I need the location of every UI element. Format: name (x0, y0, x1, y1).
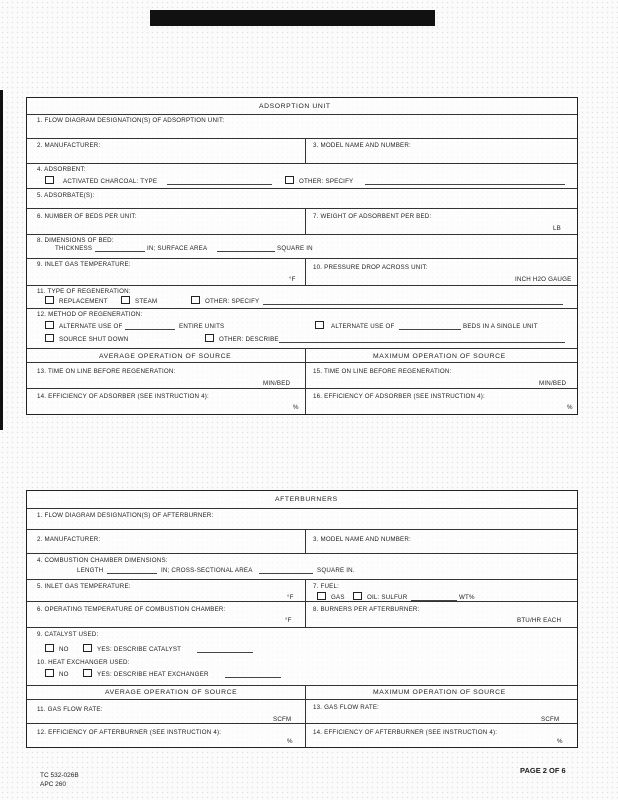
page-number: PAGE 2 OF 6 (520, 766, 566, 775)
fuel-oil-unit: WT% (459, 594, 475, 601)
adsorption-f11-label: 11. TYPE OF REGENERATION: (37, 288, 131, 295)
afterburners-f13-unit: SCFM (541, 716, 560, 723)
bed-thickness-label: THICKNESS (55, 245, 93, 252)
adsorption-f15-label: 15. TIME ON LINE BEFORE REGENERATION: (313, 368, 452, 375)
method-other-checkbox[interactable] (205, 334, 214, 342)
regen-other-label: OTHER: SPECIFY (205, 298, 260, 305)
replacement-label: REPLACEMENT (59, 298, 108, 305)
afterburners-f10-label: 10. HEAT EXCHANGER USED: (37, 659, 130, 666)
heat-exchanger-no-label: NO (59, 671, 69, 678)
apc-number: APC 260 (40, 781, 67, 788)
adsorption-f3-label: 3. MODEL NAME AND NUMBER: (313, 142, 411, 149)
catalyst-yes-label: YES: DESCRIBE CATALYST (97, 646, 182, 653)
afterburners-f11-unit: SCFM (273, 716, 292, 723)
afterburners-avg-header: AVERAGE OPERATION OF SOURCE (105, 689, 238, 696)
afterburners-f3-label: 3. MODEL NAME AND NUMBER: (313, 536, 411, 543)
afterburners-f4-label: 4. COMBUSTION CHAMBER DIMENSIONS: (37, 557, 168, 564)
adsorption-f9-unit: °F (289, 276, 296, 283)
afterburners-title: AFTERBURNERS (275, 496, 338, 503)
alternate-entire-label-b: ENTIRE UNITS (179, 323, 225, 330)
activated-charcoal-label: ACTIVATED CHARCOAL: TYPE (63, 178, 158, 185)
adsorption-f14-unit: % (293, 404, 299, 411)
afterburners-max-header: MAXIMUM OPERATION OF SOURCE (373, 689, 506, 696)
source-shut-down-checkbox[interactable] (45, 334, 54, 342)
adsorption-f9-label: 9. INLET GAS TEMPERATURE: (37, 261, 131, 268)
adsorption-avg-header: AVERAGE OPERATION OF SOURCE (99, 353, 232, 360)
adsorption-f7-unit: LB (553, 225, 561, 232)
adsorption-f2-label: 2. MANUFACTURER: (37, 142, 101, 149)
afterburners-f8-label: 8. BURNERS PER AFTERBURNER: (313, 606, 420, 613)
catalyst-no-label: NO (59, 646, 69, 653)
adsorption-f12-label: 12. METHOD OF REGENERATION: (37, 311, 143, 318)
bed-square-in-label: SQUARE IN (277, 245, 313, 252)
afterburners-f5-unit: °F (287, 594, 294, 601)
adsorption-title: ADSORPTION UNIT (259, 103, 331, 110)
chamber-length-label: LENGTH (77, 567, 104, 574)
afterburners-f5-label: 5. INLET GAS TEMPERATURE: (37, 583, 131, 590)
alternate-entire-units-checkbox[interactable] (45, 321, 54, 329)
afterburners-f6-unit: °F (285, 617, 292, 624)
adsorption-f14-label: 14. EFFICIENCY OF ADSORBER (SEE INSTRUCTION 4): (37, 393, 209, 400)
fuel-gas-checkbox[interactable] (317, 592, 326, 600)
adsorption-f15-unit: MIN/BED (539, 380, 567, 387)
fuel-oil-label: OIL: SULFUR (367, 594, 408, 601)
afterburners-f12-unit: % (287, 738, 293, 745)
heat-exchanger-yes-checkbox[interactable] (83, 669, 92, 677)
afterburners-f7-label: 7. FUEL: (313, 583, 340, 590)
alternate-beds-label-b: BEDS IN A SINGLE UNIT (463, 323, 538, 330)
fuel-oil-checkbox[interactable] (353, 592, 362, 600)
afterburners-f14-unit: % (557, 738, 563, 745)
adsorption-f6-label: 6. NUMBER OF BEDS PER UNIT: (37, 213, 137, 220)
steam-checkbox[interactable] (121, 296, 130, 304)
adsorption-unit-form (26, 97, 578, 415)
adsorption-f4-label: 4. ADSORBENT: (37, 166, 86, 173)
afterburners-f9-label: 9. CATALYST USED: (37, 631, 99, 638)
bed-surface-area-label: IN; SURFACE AREA (147, 245, 208, 252)
adsorbent-other-label: OTHER: SPECIFY (299, 178, 354, 185)
alternate-beds-label-a: ALTERNATE USE OF (331, 323, 395, 330)
scan-dark-band (150, 10, 435, 26)
afterburners-f1-label: 1. FLOW DIAGRAM DESIGNATION(S) OF AFTERBURNER: (37, 512, 214, 519)
steam-label: STEAM (135, 298, 158, 305)
source-shut-down-label: SOURCE SHUT DOWN (59, 336, 129, 343)
method-other-label: OTHER: DESCRIBE (219, 336, 279, 343)
heat-exchanger-yes-label: YES: DESCRIBE HEAT EXCHANGER (97, 671, 209, 678)
catalyst-yes-checkbox[interactable] (83, 644, 92, 652)
afterburners-f14-label: 14. EFFICIENCY OF AFTERBURNER (SEE INSTRUCTION 4): (313, 729, 498, 736)
adsorption-f7-label: 7. WEIGHT OF ADSORBENT PER BED: (313, 213, 432, 220)
adsorption-f13-unit: MIN/BED (263, 380, 291, 387)
adsorption-f5-label: 5. ADSORBATE(S): (37, 192, 95, 199)
afterburners-f13-label: 13. GAS FLOW RATE: (313, 704, 380, 711)
afterburners-f6-label: 6. OPERATING TEMPERATURE OF COMBUSTION CHAMBER: (37, 606, 226, 613)
afterburners-form (26, 490, 578, 748)
chamber-area-label: IN; CROSS-SECTIONAL AREA (161, 567, 253, 574)
heat-exchanger-no-checkbox[interactable] (45, 669, 54, 677)
regen-other-checkbox[interactable] (191, 296, 200, 304)
form-number: TC 532-026B (40, 772, 79, 779)
adsorption-f13-label: 13. TIME ON LINE BEFORE REGENERATION: (37, 368, 176, 375)
activated-charcoal-checkbox[interactable] (45, 176, 54, 184)
adsorption-f10-label: 10. PRESSURE DROP ACROSS UNIT: (313, 264, 428, 271)
afterburners-f8-unit: BTU/HR EACH (517, 617, 562, 624)
alternate-entire-label-a: ALTERNATE USE OF (59, 323, 123, 330)
adsorbent-other-checkbox[interactable] (285, 176, 294, 184)
scan-edge-mark (0, 90, 3, 430)
adsorption-f8-label: 8. DIMENSIONS OF BED: (37, 237, 114, 244)
adsorption-f16-label: 16. EFFICIENCY OF ADSORBER (SEE INSTRUCTION 4): (313, 393, 485, 400)
chamber-square-in-label: SQUARE IN. (317, 567, 355, 574)
afterburners-f2-label: 2. MANUFACTURER: (37, 536, 101, 543)
afterburners-f12-label: 12. EFFICIENCY OF AFTERBURNER (SEE INSTRUCTION 4): (37, 729, 222, 736)
afterburners-f11-label: 11. GAS FLOW RATE: (37, 706, 103, 713)
alternate-beds-checkbox[interactable] (315, 321, 324, 329)
adsorption-f1-label: 1. FLOW DIAGRAM DESIGNATION(S) OF ADSORPTION UNIT: (37, 117, 225, 124)
adsorption-f10-unit: INCH H2O GAUGE (515, 276, 572, 283)
adsorption-max-header: MAXIMUM OPERATION OF SOURCE (373, 353, 506, 360)
adsorption-f16-unit: % (567, 404, 573, 411)
catalyst-no-checkbox[interactable] (45, 644, 54, 652)
replacement-checkbox[interactable] (45, 296, 54, 304)
fuel-gas-label: GAS (331, 594, 345, 601)
